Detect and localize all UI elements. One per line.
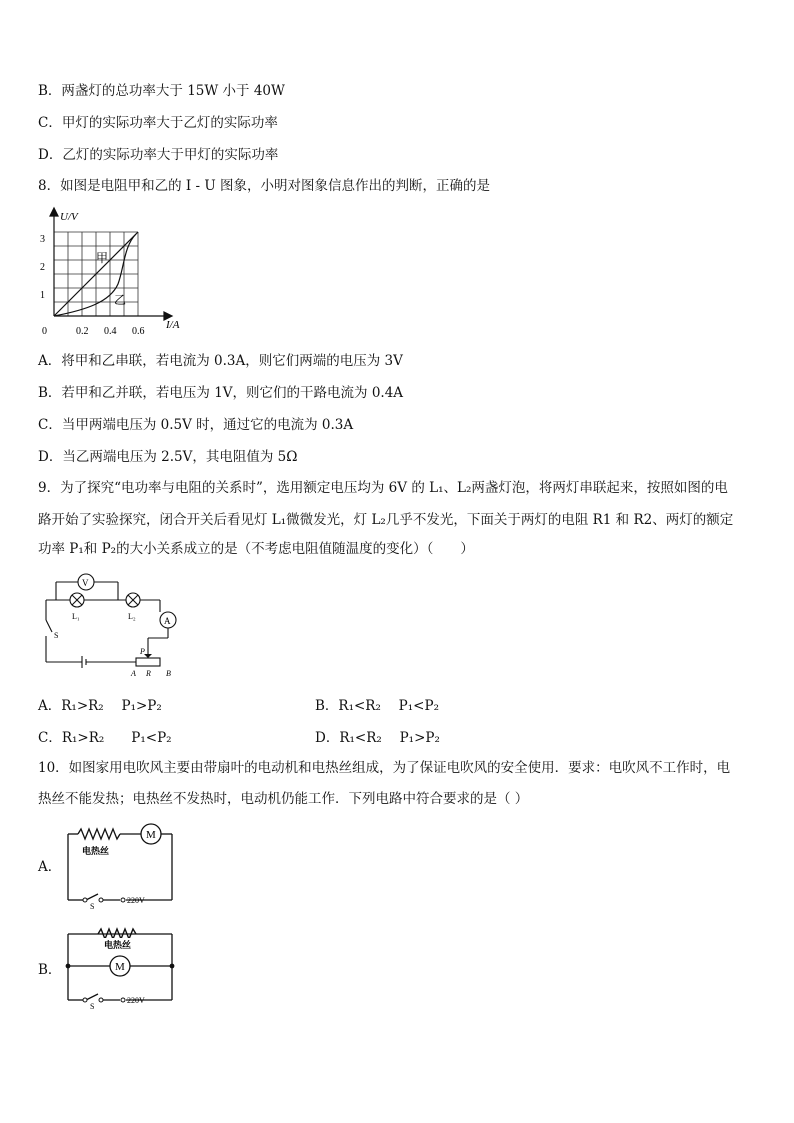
label-jia: 甲	[96, 251, 109, 265]
switch-label: S	[90, 902, 95, 910]
xtick-0.6: 0.6	[132, 326, 145, 337]
q7-option-b: B．两盏灯的总功率大于 15W 小于 40W	[38, 83, 285, 99]
q10-stem-line1: 10．如图家用电吹风主要由带扇叶的电动机和电热丝组成，为了保证电吹风的安全使用．要求：电吹风不工作时，电	[38, 760, 731, 776]
q9-option-d: D．R₁<R₂ P₁>P₂	[315, 730, 440, 746]
q8-option-a: A．将甲和乙串联，若电流为 0.3A，则它们两端的电压为 3V	[38, 353, 403, 369]
q8-iu-graph	[36, 206, 192, 338]
heater-label: 电热丝	[104, 940, 132, 950]
label-yi: 乙	[114, 293, 127, 307]
q10-option-b-label: B．	[38, 962, 62, 978]
q9-stem-line1: 9．为了探究“电功率与电阻的关系时”，选用额定电压均为 6V 的 L₁、L₂两盏灯泡，将两灯串联起来，按照如图的电	[38, 480, 728, 496]
q10-circuit-b	[64, 924, 180, 1010]
q8-option-d: D．当乙两端电压为 2.5V，其电阻值为 5Ω	[38, 449, 298, 465]
heater-label: 电热丝	[82, 846, 110, 856]
label-slider: P	[140, 647, 145, 656]
q9-stem-line2: 路开始了实验探究，闭合开关后看见灯 L₁微微发光，灯 L₂几乎不发光，下面关于两灯的电阻 R1 和 R2、两灯的额定	[38, 512, 734, 528]
ytick-1: 1	[40, 290, 45, 301]
switch-label: S	[90, 1002, 95, 1010]
xtick-0.2: 0.2	[76, 326, 89, 337]
heater-resistor	[78, 829, 120, 839]
q9-stem-line3: 功率 P₁和 P₂的大小关系成立的是（不考虑电阻值随温度的变化）（ ）	[38, 541, 474, 557]
q9-option-c: C．R₁>R₂ P₁<P₂	[38, 730, 172, 746]
q10-option-a-label: A．	[38, 859, 62, 875]
label-switch: S	[54, 631, 59, 640]
label-l2: L₂	[128, 612, 136, 621]
q10-circuit-a	[64, 822, 180, 910]
ytick-3: 3	[40, 234, 45, 245]
label-voltmeter: V	[82, 578, 89, 588]
ytick-2: 2	[40, 262, 45, 273]
graph-origin: 0	[42, 326, 47, 337]
q7-option-c: C．甲灯的实际功率大于乙灯的实际功率	[38, 115, 278, 131]
graph-xlabel: I/A	[166, 319, 180, 331]
q9-option-a: A．R₁>R₂ P₁>P₂	[38, 698, 162, 714]
label-end-b: B	[166, 669, 171, 678]
xtick-0.4: 0.4	[104, 326, 117, 337]
q10-stem-line2: 热丝不能发热；电热丝不发热时，电动机仍能工作．下列电路中符合要求的是（ ）	[38, 791, 529, 807]
graph-ylabel: U/V	[60, 211, 78, 223]
motor-label: M	[115, 961, 125, 973]
motor-label: M	[146, 829, 156, 841]
q8-option-b: B．若甲和乙并联，若电压为 1V，则它们的干路电流为 0.4A	[38, 385, 404, 401]
rheostat	[136, 658, 160, 666]
q9-circuit	[36, 568, 196, 680]
supply-label: 220V	[127, 896, 145, 905]
label-resistor: R	[146, 669, 151, 678]
q9-option-b: B．R₁<R₂ P₁<P₂	[315, 698, 439, 714]
label-ammeter: A	[164, 616, 171, 626]
label-end-a: A	[131, 669, 136, 678]
supply-label: 220V	[127, 996, 145, 1005]
q7-option-d: D．乙灯的实际功率大于甲灯的实际功率	[38, 147, 279, 163]
q8-stem: 8．如图是电阻甲和乙的 I - U 图象，小明对图象信息作出的判断，正确的是	[38, 178, 491, 194]
q8-option-c: C．当甲两端电压为 0.5V 时，通过它的电流为 0.3A	[38, 417, 354, 433]
label-l1: L₁	[72, 612, 80, 621]
